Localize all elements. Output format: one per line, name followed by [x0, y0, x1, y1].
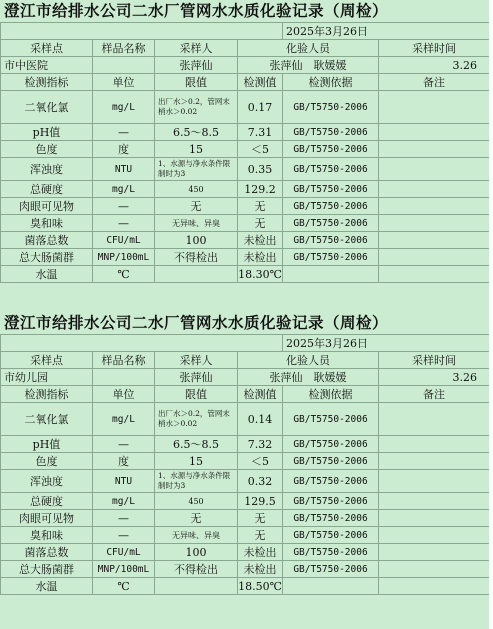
limit-cell: 出厂水＞0.2，管网末梢水＞0.02: [155, 91, 238, 124]
value-cell: 7.31: [238, 124, 283, 141]
remark-cell: [379, 124, 490, 141]
header-value: 检测值: [238, 74, 283, 91]
unit-cell: mg/L: [93, 91, 155, 124]
basis-cell: GB/T5750-2006: [283, 403, 379, 436]
remark-cell: [379, 470, 490, 493]
limit-cell: 1、水源与净水条件限制时为3: [155, 158, 238, 181]
header-testers: 化验人员: [238, 40, 379, 57]
remark-cell: [379, 493, 490, 510]
record-date: 2025年3月26日: [283, 335, 490, 352]
indicator-cell: pH值: [1, 436, 93, 453]
indicator-cell: 二氧化氯: [1, 91, 93, 124]
unit-cell: NTU: [93, 158, 155, 181]
value-cell: 无: [238, 215, 283, 232]
basis-cell: GB/T5750-2006: [283, 544, 379, 561]
limit-cell: 无异味、异臭: [155, 215, 238, 232]
indicator-cell: 总硬度: [1, 181, 93, 198]
basis-cell: GB/T5750-2006: [283, 141, 379, 158]
table-row: [1, 527, 490, 544]
table-row: [1, 493, 490, 510]
record-title: 澄江市给排水公司二水厂管网水水质化验记录（周检）: [4, 1, 389, 20]
testers-value: [238, 369, 379, 386]
sample-time-value: 3.26: [379, 369, 490, 386]
limit-cell: 15: [155, 141, 238, 158]
remark-cell: [379, 141, 490, 158]
basis-cell: GB/T5750-2006: [283, 198, 379, 215]
header-indicator: 检测指标: [1, 74, 93, 91]
indicator-cell: 肉眼可见物: [1, 510, 93, 527]
sample-name-value: [93, 57, 155, 74]
remark-cell: [379, 181, 490, 198]
header-value: 检测值: [238, 386, 283, 403]
sampler-value: 张萍仙: [155, 57, 238, 74]
value-cell: 未检出: [238, 249, 283, 266]
value-cell: 0.32: [238, 470, 283, 493]
basis-cell: GB/T5750-2006: [283, 453, 379, 470]
unit-cell: —: [93, 198, 155, 215]
tester-2: 耿媛媛: [313, 59, 347, 72]
sample-name-value: [93, 369, 155, 386]
value-cell: 无: [238, 527, 283, 544]
limit-cell: [155, 578, 238, 595]
basis-cell: GB/T5750-2006: [283, 91, 379, 124]
table-row: [1, 232, 490, 249]
table-row: [1, 198, 490, 215]
date-spacer: [1, 335, 283, 352]
limit-cell: 6.5～8.5: [155, 124, 238, 141]
unit-cell: mg/L: [93, 403, 155, 436]
header-sample-time: 采样时间: [379, 352, 490, 369]
table-row: [1, 91, 490, 124]
unit-cell: ℃: [93, 266, 155, 283]
unit-cell: CFU/mL: [93, 232, 155, 249]
unit-cell: NTU: [93, 470, 155, 493]
indicator-cell: 二氧化氯: [1, 403, 93, 436]
header-sampler: 采样人: [155, 352, 238, 369]
basis-cell: GB/T5750-2006: [283, 249, 379, 266]
value-cell: 18.30℃: [238, 267, 282, 281]
indicator-cell: 臭和味: [1, 527, 93, 544]
record-title: 澄江市给排水公司二水厂管网水水质化验记录（周检）: [4, 313, 389, 332]
value-cell: 0.14: [238, 403, 283, 436]
header-sample-time: 采样时间: [379, 40, 490, 57]
limit-cell: 无: [155, 510, 238, 527]
window-edge: [489, 0, 493, 629]
unit-cell: —: [93, 436, 155, 453]
indicator-cell: 菌落总数: [1, 232, 93, 249]
limit-cell: 不得检出: [155, 249, 238, 266]
remark-cell: [379, 436, 490, 453]
remark-cell: [379, 510, 490, 527]
sample-point-value: 市幼儿园: [1, 369, 93, 386]
unit-cell: ℃: [93, 578, 155, 595]
unit-cell: —: [93, 215, 155, 232]
basis-cell: GB/T5750-2006: [283, 436, 379, 453]
tester-2: 耿媛媛: [313, 371, 347, 384]
limit-cell: 不得检出: [155, 561, 238, 578]
limit-cell: 无异味、异臭: [155, 527, 238, 544]
basis-cell: [283, 266, 379, 283]
indicator-cell: 色度: [1, 453, 93, 470]
basis-cell: GB/T5750-2006: [283, 215, 379, 232]
header-sample-point: 采样点: [1, 40, 93, 57]
basis-cell: GB/T5750-2006: [283, 527, 379, 544]
unit-cell: mg/L: [93, 181, 155, 198]
header-limit: 限值: [155, 386, 238, 403]
remark-cell: [379, 403, 490, 436]
header-remark: 备注: [379, 386, 490, 403]
table-row: [1, 124, 490, 141]
table-row: [1, 181, 490, 198]
limit-cell: 无: [155, 198, 238, 215]
table-row: [1, 470, 490, 493]
header-table: [0, 22, 490, 283]
unit-cell: MNP/100mL: [93, 561, 155, 578]
indicator-cell: 肉眼可见物: [1, 198, 93, 215]
limit-cell: 出厂水＞0.2，管网末梢水＞0.02: [155, 403, 238, 436]
unit-cell: MNP/100mL: [93, 249, 155, 266]
limit-cell: [155, 266, 238, 283]
indicator-cell: 水温: [1, 266, 93, 283]
table-row: [1, 510, 490, 527]
value-cell: 129.5: [238, 493, 283, 510]
tester-1: 张萍仙: [269, 59, 303, 72]
unit-cell: 度: [93, 453, 155, 470]
unit-cell: CFU/mL: [93, 544, 155, 561]
unit-cell: —: [93, 124, 155, 141]
value-cell: ＜5: [238, 453, 283, 470]
header-remark: 备注: [379, 74, 490, 91]
remark-cell: [379, 527, 490, 544]
basis-cell: GB/T5750-2006: [283, 470, 379, 493]
header-sample-point: 采样点: [1, 352, 93, 369]
value-cell: 无: [238, 510, 283, 527]
remark-cell: [379, 198, 490, 215]
remark-cell: [379, 215, 490, 232]
table-row: [1, 561, 490, 578]
remark-cell: [379, 249, 490, 266]
indicator-cell: 菌落总数: [1, 544, 93, 561]
limit-cell: 450: [155, 493, 238, 510]
limit-cell: 15: [155, 453, 238, 470]
basis-cell: GB/T5750-2006: [283, 232, 379, 249]
basis-cell: GB/T5750-2006: [283, 124, 379, 141]
value-cell: 7.32: [238, 436, 283, 453]
basis-cell: GB/T5750-2006: [283, 493, 379, 510]
header-table: [0, 334, 490, 595]
limit-cell: 100: [155, 544, 238, 561]
basis-cell: GB/T5750-2006: [283, 158, 379, 181]
record-date: 2025年3月26日: [283, 23, 490, 40]
basis-cell: GB/T5750-2006: [283, 561, 379, 578]
indicator-cell: 总硬度: [1, 493, 93, 510]
value-cell: 129.2: [238, 181, 283, 198]
value-cell: 0.17: [238, 91, 283, 124]
limit-cell: 100: [155, 232, 238, 249]
indicator-cell: 浑浊度: [1, 158, 93, 181]
table-row: [1, 578, 490, 595]
basis-cell: GB/T5750-2006: [283, 181, 379, 198]
indicator-cell: 浑浊度: [1, 470, 93, 493]
sample-point-value: 市中医院: [1, 57, 93, 74]
indicator-cell: pH值: [1, 124, 93, 141]
table-row: [1, 453, 490, 470]
header-indicator: 检测指标: [1, 386, 93, 403]
remark-cell: [379, 232, 490, 249]
header-testers: 化验人员: [238, 352, 379, 369]
sampler-value: 张萍仙: [155, 369, 238, 386]
limit-cell: 450: [155, 181, 238, 198]
basis-cell: [283, 578, 379, 595]
indicator-cell: 臭和味: [1, 215, 93, 232]
value-cell: 未检出: [238, 232, 283, 249]
table-row: [1, 141, 490, 158]
header-sampler: 采样人: [155, 40, 238, 57]
remark-cell: [379, 578, 490, 595]
remark-cell: [379, 544, 490, 561]
value-cell: 无: [238, 198, 283, 215]
header-limit: 限值: [155, 74, 238, 91]
unit-cell: mg/L: [93, 493, 155, 510]
table-row: [1, 158, 490, 181]
value-cell: 未检出: [238, 544, 283, 561]
indicator-cell: 水温: [1, 578, 93, 595]
header-unit: 单位: [93, 386, 155, 403]
header-basis: 检测依据: [283, 386, 379, 403]
value-cell: 0.35: [238, 158, 283, 181]
value-cell: ＜5: [238, 141, 283, 158]
unit-cell: —: [93, 510, 155, 527]
remark-cell: [379, 91, 490, 124]
remark-cell: [379, 158, 490, 181]
header-sample-name: 样品名称: [93, 40, 155, 57]
value-cell: 18.50℃: [238, 579, 282, 593]
table-row: [1, 249, 490, 266]
remark-cell: [379, 266, 490, 283]
indicator-cell: 总大肠菌群: [1, 561, 93, 578]
table-row: [1, 544, 490, 561]
date-spacer: [1, 23, 283, 40]
indicator-cell: 总大肠菌群: [1, 249, 93, 266]
unit-cell: —: [93, 527, 155, 544]
sample-time-value: 3.26: [379, 57, 490, 74]
remark-cell: [379, 453, 490, 470]
remark-cell: [379, 561, 490, 578]
header-unit: 单位: [93, 74, 155, 91]
tester-1: 张萍仙: [269, 371, 303, 384]
testers-value: [238, 57, 379, 74]
header-basis: 检测依据: [283, 74, 379, 91]
table-row: [1, 215, 490, 232]
table-row: [1, 436, 490, 453]
indicator-cell: 色度: [1, 141, 93, 158]
limit-cell: 1、水源与净水条件限制时为3: [155, 470, 238, 493]
value-cell: 未检出: [238, 561, 283, 578]
table-row: [1, 403, 490, 436]
table-row: [1, 266, 490, 283]
unit-cell: 度: [93, 141, 155, 158]
basis-cell: GB/T5750-2006: [283, 510, 379, 527]
header-sample-name: 样品名称: [93, 352, 155, 369]
limit-cell: 6.5～8.5: [155, 436, 238, 453]
